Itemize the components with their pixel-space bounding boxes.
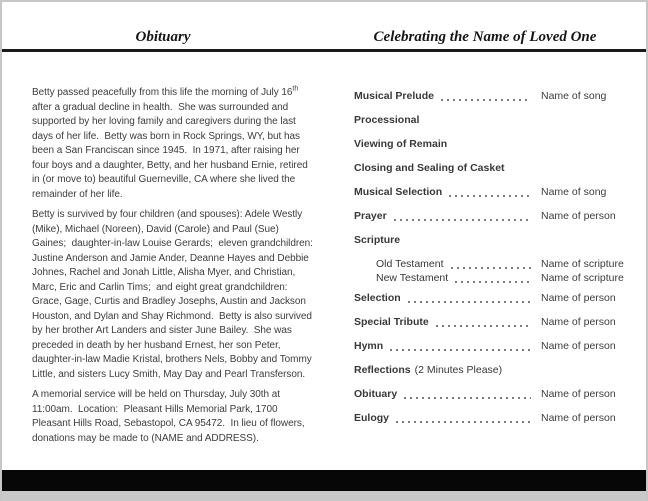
celebration-title: Celebrating the Name of Loved One [373,29,597,45]
header-divider-rule [2,49,646,52]
program-item-label: Selection [354,292,401,304]
obituary-paragraph-3: A memorial service will be held on Thursday, July 30th at 11:00am. Location: Pleasant Hills Memorial Park, 1700 Pleasant Hills Road, Sebastopol, CA 95472. In lieu of flowers, donations may be made to (NAME and ADDRESS). [32,389,305,444]
right-panel-header [324,2,646,49]
program-item-label: Viewing of Remain [354,138,448,150]
obituary-text-column [32,86,344,452]
obituary-paragraph-1 [32,86,344,202]
program-item-label: Musical Selection [354,186,443,198]
program-item-label: Musical Prelude [354,90,434,102]
program-row-left [354,90,535,102]
program-row-left [354,186,535,198]
obituary-title: Obituary [135,29,191,45]
leader-dots [390,342,531,352]
program-row-left [354,272,535,284]
program-row-selection [354,292,640,305]
program-item-label: Special Tribute [354,316,429,328]
program-item-value: Name of song [541,90,607,102]
leader-dots [441,92,531,102]
page-header [2,2,646,49]
program-item-value: Name of person [541,292,616,304]
program-item-value: Name of person [541,210,616,222]
program-row-hymn [354,340,640,353]
obituary-p1-continued: after a gradual decline in health. She was surrounded and supported by her loving family and caregivers during the last days of her life. Betty was born in Rock Springs, WY, but has been a San Franciscan since 1945. In 1971, after raising her four boys and a daughter, Betty, and her husband Ernie, retired in (or move to) beautiful Guerneville, CA where she lived the remainder of her life. [32,101,308,200]
footer-black-bar [2,470,646,493]
program-row-left [354,412,535,424]
program-row-left [354,258,535,270]
program-row-left [354,114,535,126]
obituary-p1-text: Betty passed peacefully from this life the morning of July 16 [32,87,293,98]
program-item-value: Name of person [541,340,616,352]
program-item-note: (2 Minutes Please) [414,364,503,376]
program-row-left [354,138,535,150]
program-item-label: Hymn [354,340,384,352]
program-row-left [354,162,535,174]
program-row-left [354,340,535,352]
program-item-value: Name of person [541,412,616,424]
program-item-label: Obituary [354,388,398,400]
program-row-special-tribute [354,316,640,329]
ordinal-superscript: th [292,85,299,93]
program-item-value: Name of scripture [541,272,624,284]
program-row-left [354,388,535,400]
program-item-label: Scripture [354,234,401,246]
program-row-new-testament [354,272,640,285]
program-row-left [354,364,535,376]
leader-dots [436,318,531,328]
program-row-left [354,210,535,222]
program-row-processional [354,114,640,127]
program-item-value: Name of person [541,316,616,328]
program-item-label: Old Testament [376,258,444,270]
program-row-old-testament [354,258,640,271]
program-row-musical-prelude [354,90,640,103]
leader-dots [396,414,531,424]
program-row-musical-selection [354,186,640,199]
leader-dots [404,390,531,400]
obituary-paragraph-2: Betty is survived by four children (and spouses): Adele Westly (Mike), Michael (Noreen), David (Carole) and Paul (Sue) Gaines; daughter-in-law Louise Gerards; eleven grandchildren: Justine Anderson and Jamie Ander, Deanne Hayes and Debbie Johnes, Rachel and Jonah Little, Alisha Myer, and Christian, Marc, Eric and Carlin Tims; and eight great grandchildren: Grace, Gage, Curtis and Bradley Josephs, Austin and Jackson Houston, and Dylan and Shay Richmond. Betty is also survived by her brother Art Landers and sister June Bailey. She was preceded in death by her husband Ernest, her son Peter, daughter-in-law Madie Kristal, brothers Nels, Bobby and Tommy Little, and sisters Lucy Smith, May Day and Pearl Transferson. [32,209,313,380]
left-panel-header [2,2,324,49]
program-item-label: Eulogy [354,412,390,424]
program-row-closing-and-sealing-of-casket [354,162,640,175]
leader-dots [455,274,531,284]
program-row-obituary [354,388,640,401]
leader-dots [449,188,531,198]
program-row-eulogy [354,412,640,425]
program-item-label: Prayer [354,210,387,222]
program-item-value: Name of scripture [541,258,624,270]
program-item-value: Name of person [541,388,616,400]
program-row-left [354,316,535,328]
program-row-left [354,234,535,246]
program-row-reflections [354,364,640,377]
order-of-service-column [354,90,640,436]
program-row-viewing-of-remain [354,138,640,151]
program-row-left [354,292,535,304]
bottom-gray-strip [2,491,646,501]
leader-dots [451,260,531,270]
leader-dots [408,294,531,304]
program-row-scripture [354,234,640,247]
program-row-prayer [354,210,640,223]
program-item-label: New Testament [376,272,449,284]
program-item-value: Name of song [541,186,607,198]
leader-dots [394,212,531,222]
program-item-label: Processional [354,114,420,126]
program-item-label: Closing and Sealing of Casket [354,162,505,174]
program-item-label: Reflections [354,364,411,376]
